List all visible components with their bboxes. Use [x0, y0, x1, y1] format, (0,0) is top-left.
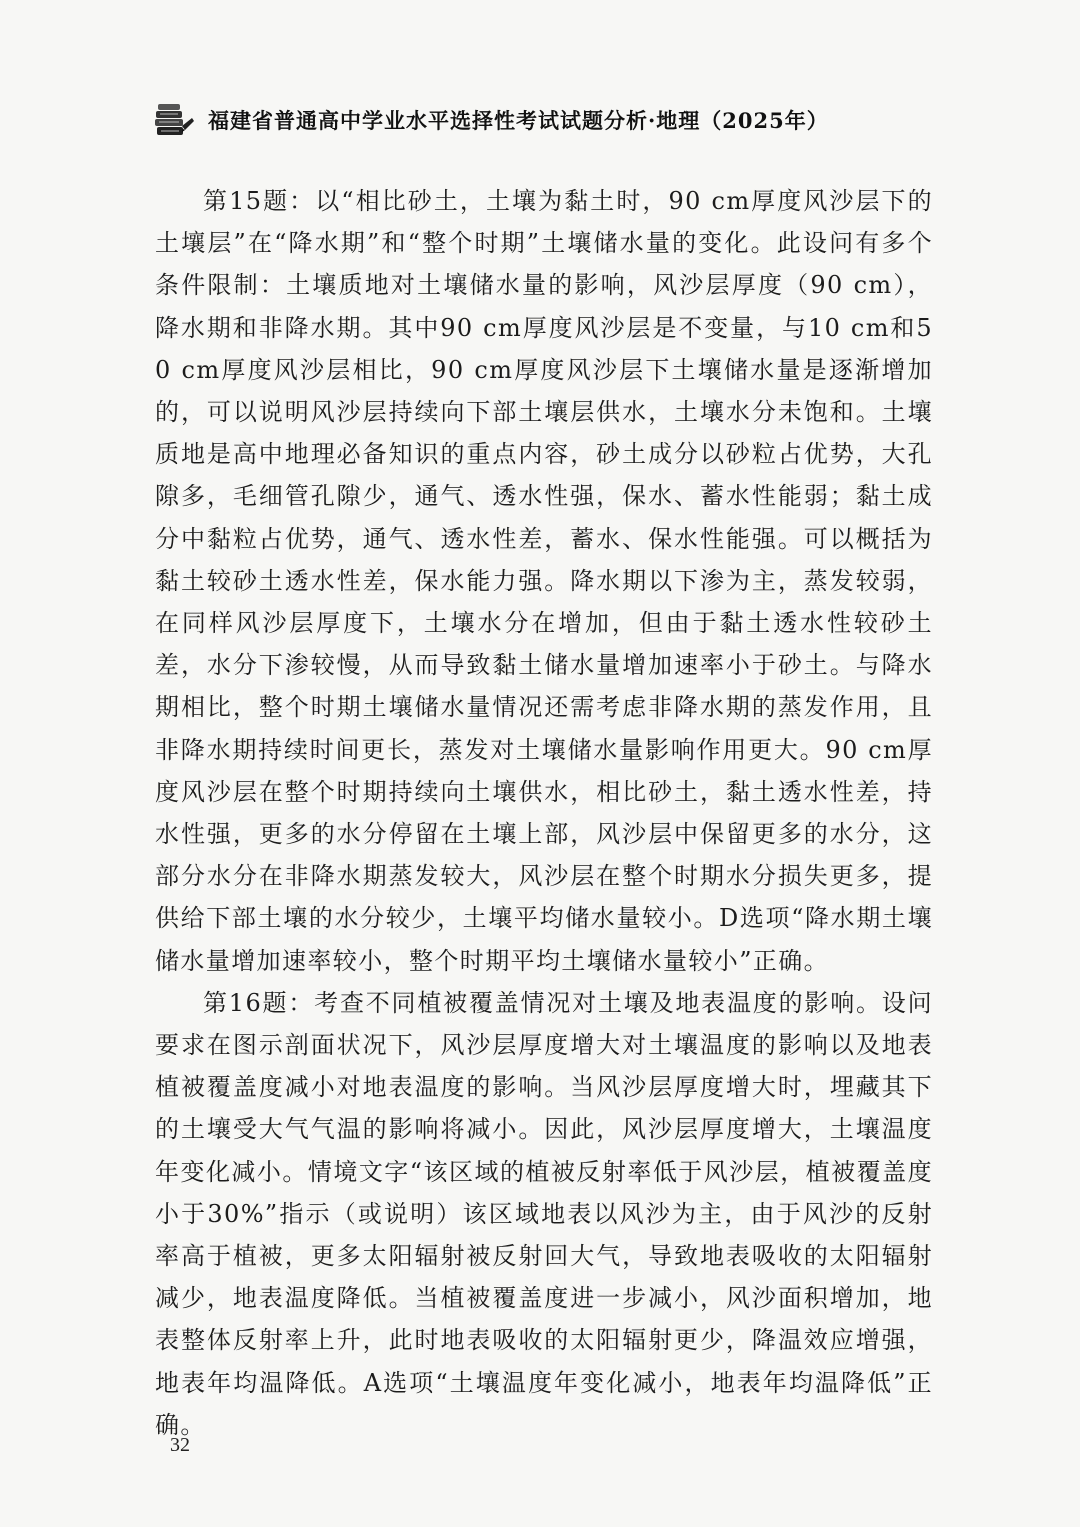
page-number: 32: [170, 1434, 190, 1456]
body-text: [155, 180, 933, 1446]
running-header: [152, 96, 872, 144]
header-title: 福建省普通高中学业水平选择性考试试题分析·地理（2025年）: [208, 108, 829, 133]
paragraph-question-16: 第16题：考查不同植被覆盖情况对土壤及地表温度的影响。设问要求在图示剖面状况下，风沙层厚度增大对土壤温度的影响以及地表植被覆盖度减小对地表温度的影响。当风沙层厚度增大时，埋藏其下的土壤受大气气温的影响将减小。因此，风沙层厚度增大，土壤温度年变化减小。情境文字“该区域的植被反射率低于风沙层，植被覆盖度小于30%”指示（或说明）该区域地表以风沙为主，由于风沙的反射率高于植被，更多太阳辐射被反射回大气，导致地表吸收的太阳辐射减少，地表温度降低。当植被覆盖度进一步减小，风沙面积增加，地表整体反射率上升，此时地表吸收的太阳辐射更少，降温效应增强，地表年均温降低。A选项“土壤温度年变化减小，地表年均温降低”正确。: [155, 988, 933, 1439]
stacked-books-icon: [152, 100, 196, 140]
paragraph-question-15: 第15题：以“相比砂土，土壤为黏土时，90 cm厚度风沙层下的土壤层”在“降水期”和“整个时期”土壤储水量的变化。此设问有多个条件限制：土壤质地对土壤储水量的影响，风沙层厚度（90 cm），降水期和非降水期。其中90 cm厚度风沙层是不变量，与10 cm和50 cm厚度风沙层相比，90 cm厚度风沙层下土壤储水量是逐渐增加的，可以说明风沙层持续向下部土壤层供水，土壤水分未饱和。土壤质地是高中地理必备知识的重点内容，砂土成分以砂粒占优势，大孔隙多，毛细管孔隙少，通气、透水性强，保水、蓄水性能弱；黏土成分中黏粒占优势，通气、透水性差，蓄水、保水性能强。可以概括为黏土较砂土透水性差，保水能力强。降水期以下渗为主，蒸发较弱，在同样风沙层厚度下，土壤水分在增加，但由于黏土透水性较砂土差，水分下渗较慢，从而导致黏土储水量增加速率小于砂土。与降水期相比，整个时期土壤储水量情况还需考虑非降水期的蒸发作用，且非降水期持续时间更长，蒸发对土壤储水量影响作用更大。90 cm厚度风沙层在整个时期持续向土壤供水，相比砂土，黏土透水性差，持水性强，更多的水分停留在土壤上部，风沙层中保留更多的水分，这部分水分在非降水期蒸发较大，风沙层在整个时期水分损失更多，提供给下部土壤的水分较少，土壤平均储水量较小。D选项“降水期土壤储水量增加速率较小，整个时期平均土壤储水量较小”正确。: [155, 187, 933, 975]
